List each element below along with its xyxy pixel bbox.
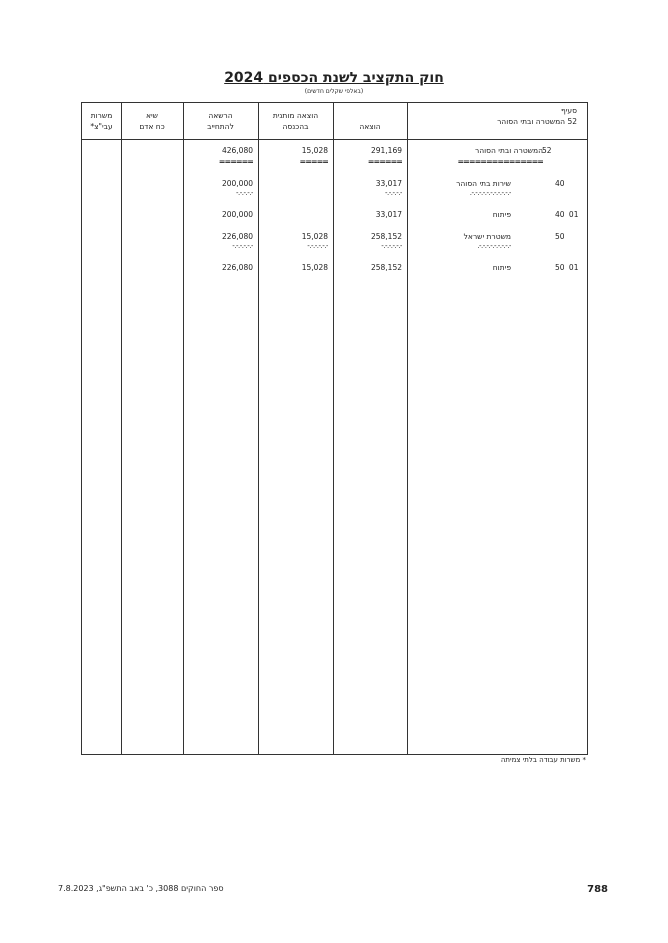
expense-underline: -.-.-.-.-.- <box>381 242 402 250</box>
row-label: פיתוח <box>492 263 511 272</box>
authorization-value: 226,080 <box>221 263 253 272</box>
header-divider <box>82 139 587 140</box>
conditional-value: 15,028 <box>301 146 328 155</box>
header-cond-line2: בהכנסה <box>282 122 309 131</box>
column-divider <box>258 103 259 754</box>
column-divider <box>333 103 334 754</box>
row-code: 40 <box>555 179 565 188</box>
header-jobs-line2: עבי"צ* <box>90 122 113 131</box>
row-code: 40 01 <box>555 210 579 219</box>
page-subtitle: (באלפי שקלים חדשים) <box>304 88 364 95</box>
header-auth-line2: להתחייב <box>207 122 234 131</box>
authorization-value: 226,080 <box>221 232 253 241</box>
expense-underline: -.-.-.-.- <box>384 189 402 197</box>
label-underline: .-.-.-.-.-.-.-.-.-.-.- <box>469 189 511 197</box>
authorization-value: 200,000 <box>221 210 253 219</box>
header-jobs <box>82 110 121 132</box>
row-label: פיתוח <box>492 210 511 219</box>
header-cond-line1: הוצאה מותנית <box>272 111 319 120</box>
conditional-underline: -.-.-.-.-.- <box>307 242 328 250</box>
expense-value: 33,017 <box>375 210 402 219</box>
label-underline: =============== <box>457 159 543 165</box>
label-underline: .-.-.-.-.-.-.-.-.- <box>477 242 511 250</box>
authorization-underline: -.-.-.-.- <box>235 189 253 197</box>
conditional-underline: ===== <box>299 159 328 165</box>
page-number: 788 <box>587 884 608 895</box>
expense-value: 33,017 <box>375 179 402 188</box>
authorization-value: 426,080 <box>221 146 253 155</box>
column-divider <box>407 103 408 754</box>
budget-table <box>81 102 588 755</box>
header-expense: הוצאה <box>359 122 381 131</box>
row-label: משטרת ישראל <box>463 232 511 241</box>
authorization-underline: ====== <box>218 159 253 165</box>
row-label: שירות בתי הסוהר <box>456 179 511 188</box>
column-divider <box>121 103 122 754</box>
column-divider <box>183 103 184 754</box>
row-label: המשטרה ובתי הסוהר <box>474 146 543 155</box>
header-section-line1: סעיף <box>560 106 577 115</box>
row-code: 50 01 <box>555 263 579 272</box>
conditional-value: 15,028 <box>301 232 328 241</box>
expense-value: 291,169 <box>370 146 402 155</box>
authorization-underline: -.-.-.-.-.- <box>232 242 253 250</box>
header-authorization <box>183 110 258 132</box>
row-code: 50 <box>555 232 565 241</box>
expense-value: 258,152 <box>370 263 402 272</box>
expense-value: 258,152 <box>370 232 402 241</box>
header-peak-line2: כח אדם <box>139 122 165 131</box>
header-jobs-line1: משרות <box>90 111 113 120</box>
footnote: * משרות עבודה בלתי צמיתה <box>500 756 586 764</box>
authorization-value: 200,000 <box>221 179 253 188</box>
publication-line: ספר החוקים 3088, כ' באב התשפ"ג, 7.8.2023 <box>58 884 224 893</box>
header-auth-line1: הרשאה <box>208 111 233 120</box>
header-conditional <box>258 110 333 132</box>
row-code: 52 <box>542 146 552 155</box>
header-section <box>407 105 587 127</box>
expense-underline: ====== <box>367 159 402 165</box>
page-title: חוק התקציב לשנת הכספים 2024 <box>224 70 444 86</box>
header-peak <box>121 110 183 132</box>
header-peak-line1: שיא <box>145 111 158 120</box>
header-section-line2: 52 המשטרה ובתי הסוהר <box>497 117 577 126</box>
conditional-value: 15,028 <box>301 263 328 272</box>
